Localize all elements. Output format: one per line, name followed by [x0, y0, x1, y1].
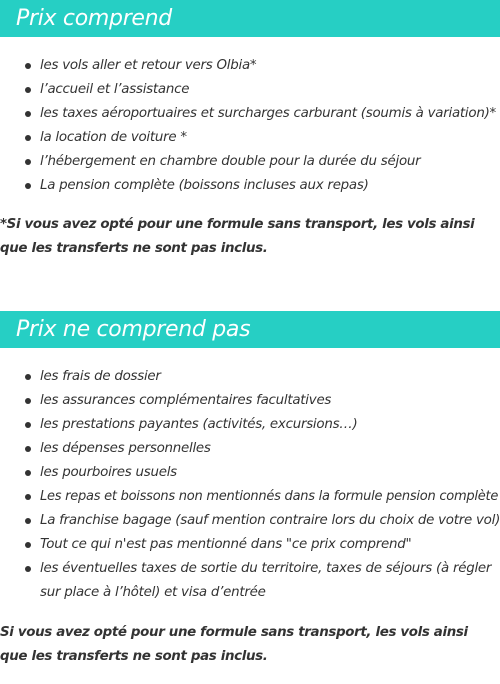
list-item: Les repas et boissons non mentionnés dans la formule pension complète: [0, 485, 500, 509]
section-heading-included: Prix comprend: [0, 0, 500, 37]
list-item: les dépenses personnelles: [0, 437, 500, 461]
excluded-footnote: Si vous avez opté pour une formule sans transport, les vols ainsi que les transferts ne sont pas inclus.: [0, 625, 468, 664]
list-item: les frais de dossier: [0, 365, 500, 389]
list-item: La franchise bagage (sauf mention contraire lors du choix de votre vol): [0, 509, 500, 533]
excluded-list: [0, 365, 500, 605]
list-item: les éventuelles taxes de sortie du territoire, taxes de séjours (à régler sur place à l’hôtel) et visa d’entrée: [0, 557, 500, 605]
section-heading-excluded: Prix ne comprend pas: [0, 311, 500, 348]
list-item: la location de voiture *: [0, 126, 500, 150]
list-item: les vols aller et retour vers Olbia*: [0, 54, 500, 78]
list-item: les assurances complémentaires facultatives: [0, 389, 500, 413]
list-item: La pension complète (boissons incluses aux repas): [0, 174, 500, 198]
list-item: les prestations payantes (activités, excursions…): [0, 413, 500, 437]
list-item: l’hébergement en chambre double pour la durée du séjour: [0, 150, 500, 174]
list-item: Tout ce qui n'est pas mentionné dans "ce prix comprend": [0, 533, 500, 557]
included-list: [0, 54, 500, 198]
included-footnote: *Si vous avez opté pour une formule sans transport, les vols ainsi que les transferts ne sont pas inclus.: [0, 217, 475, 256]
list-item: l’accueil et l’assistance: [0, 78, 500, 102]
list-item: les pourboires usuels: [0, 461, 500, 485]
list-item: les taxes aéroportuaires et surcharges carburant (soumis à variation)*: [0, 102, 500, 126]
